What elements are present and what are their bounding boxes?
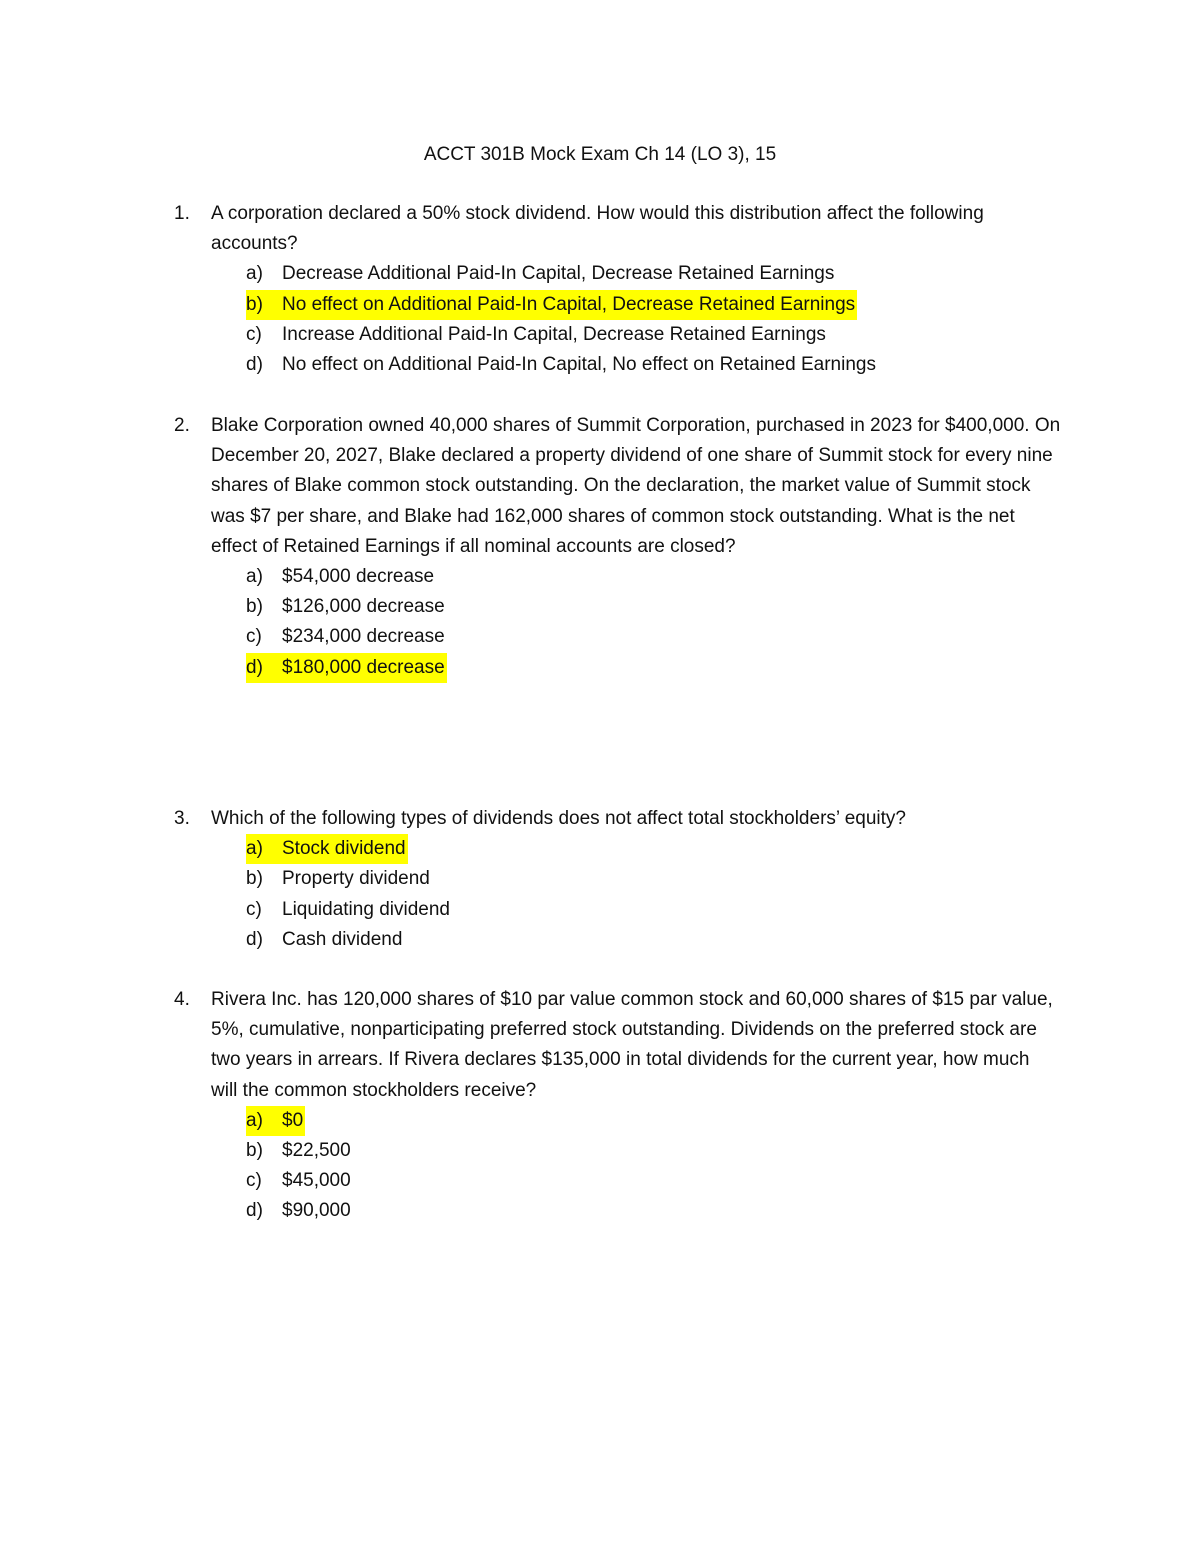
answer-option-a-highlighted — [0, 1106, 1200, 1136]
option-letter: b) — [246, 868, 263, 890]
option-text: $54,000 decrease — [282, 566, 435, 588]
answer-option-b-highlighted — [0, 290, 1200, 320]
option-letter: c) — [246, 1170, 262, 1192]
option-text: $0 — [282, 1109, 304, 1131]
option-letter: a) — [246, 263, 263, 285]
answer-options — [0, 1106, 1200, 1227]
answer-option-c — [0, 320, 1200, 350]
question-number: 4. — [174, 989, 190, 1010]
question-number: 2. — [174, 415, 190, 436]
question-number: 1. — [174, 203, 190, 224]
answer-option-b — [0, 592, 1200, 622]
option-letter: c) — [246, 323, 262, 345]
answer-option-c — [0, 1166, 1200, 1196]
answer-option-c — [0, 895, 1200, 925]
option-text: Property dividend — [282, 868, 430, 890]
option-text: $22,500 — [282, 1140, 351, 1161]
document-title: ACCT 301B Mock Exam Ch 14 (LO 3), 15 — [423, 144, 777, 165]
question-text: Rivera Inc. has 120,000 shares of $10 par value common stock and 60,000 shares of $15 par value, 5%, cumulative, nonparticipating preferred stock outstanding. Dividends on the preferred stock are two years in arrears. If Rivera declares $135,000 in total dividends for the current year, how much will the common stockholders receive? — [211, 989, 1053, 1101]
question-3 — [0, 804, 1200, 955]
question-1 — [0, 199, 1200, 380]
answer-option-a-highlighted — [0, 834, 1200, 864]
option-text: $234,000 decrease — [282, 626, 445, 648]
answer-option-d — [0, 350, 1200, 380]
option-letter: c) — [246, 626, 262, 648]
question-stem — [0, 804, 1200, 834]
option-text: Increase Additional Paid-In Capital, Decrease Retained Earnings — [282, 323, 826, 345]
option-text: No effect on Additional Paid-In Capital, Decrease Retained Earnings — [282, 293, 856, 315]
option-letter: d) — [246, 353, 263, 375]
option-letter: b) — [246, 1140, 263, 1161]
option-letter: a) — [246, 566, 263, 588]
answer-option-b — [0, 1136, 1200, 1166]
question-stem — [0, 411, 1200, 562]
option-text: Liquidating dividend — [282, 898, 450, 920]
answer-option-d-highlighted — [0, 653, 1200, 683]
question-4 — [0, 985, 1200, 1227]
option-letter: d) — [246, 1200, 263, 1222]
option-letter: b) — [246, 293, 263, 315]
option-text: Stock dividend — [282, 838, 406, 860]
question-text: A corporation declared a 50% stock dividend. How would this distribution affect the following accounts? — [211, 203, 984, 255]
question-text: Blake Corporation owned 40,000 shares of Summit Corporation, purchased in 2023 for $400,000. On December 20, 2027, Blake declared a property dividend of one share of Summit stock for every nine shares of Blake common stock outstanding. On the declaration, the market value of Summit stock was $7 per share, and Blake had 162,000 shares of common stock outstanding. What is the net effect of Retained Earnings if all nominal accounts are closed? — [211, 415, 1061, 557]
answer-options — [0, 259, 1200, 380]
option-text: No effect on Additional Paid-In Capital, No effect on Retained Earnings — [282, 353, 876, 375]
option-text: Decrease Additional Paid-In Capital, Decrease Retained Earnings — [282, 263, 835, 285]
option-text: Cash dividend — [282, 928, 403, 950]
answer-option-c — [0, 622, 1200, 652]
answer-option-a — [0, 562, 1200, 592]
option-text: $90,000 — [282, 1200, 351, 1222]
answer-option-d — [0, 925, 1200, 955]
option-letter: c) — [246, 898, 262, 920]
answer-options — [0, 562, 1200, 683]
option-letter: d) — [246, 928, 263, 950]
option-letter: b) — [246, 596, 263, 618]
question-stem — [0, 199, 1200, 259]
answer-option-a — [0, 259, 1200, 289]
option-text: $45,000 — [282, 1170, 351, 1192]
question-number: 3. — [174, 808, 190, 829]
answer-option-d — [0, 1196, 1200, 1226]
question-2 — [0, 411, 1200, 683]
answer-option-b — [0, 864, 1200, 894]
question-stem — [0, 985, 1200, 1106]
option-text: $126,000 decrease — [282, 596, 445, 618]
option-letter: d) — [246, 656, 263, 678]
option-letter: a) — [246, 1109, 263, 1131]
option-text: $180,000 decrease — [282, 656, 445, 678]
question-text: Which of the following types of dividends does not affect total stockholders’ equity? — [211, 808, 906, 829]
answer-options — [0, 834, 1200, 955]
option-letter: a) — [246, 838, 263, 860]
